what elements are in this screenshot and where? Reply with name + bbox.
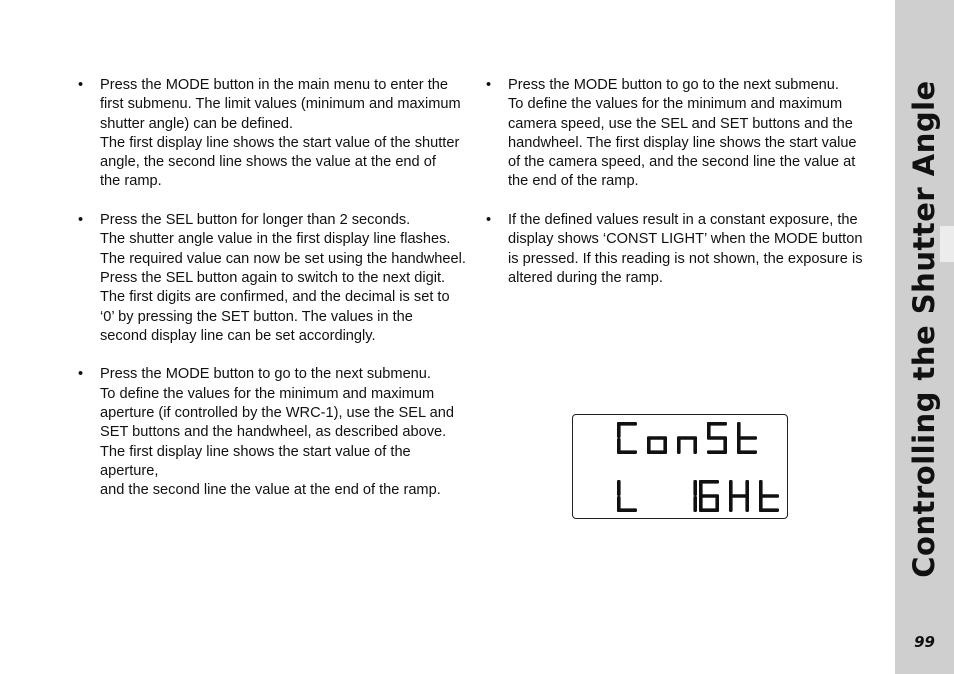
bullet-marker: • — [486, 212, 492, 229]
text-line: The first display line shows the start value of the aperture, — [100, 443, 411, 479]
text-line: of the camera speed, and the second line the value at — [508, 154, 856, 171]
lcd-character — [737, 422, 757, 454]
lcd-character — [677, 436, 697, 454]
bullet-marker: • — [78, 77, 84, 93]
text-line: To define the values for the minimum and maximum — [100, 385, 435, 402]
text-line: shutter angle) can be defined. — [100, 115, 294, 132]
text-line: and the second line the value at the end of the ramp. — [100, 482, 441, 499]
chapter-sidebar — [895, 0, 954, 674]
text-line: Press the MODE button to go to the next submenu. — [508, 77, 839, 93]
lcd-character — [729, 480, 749, 512]
lcd-character — [693, 480, 697, 512]
text-line: angle, the second line shows the value at the end of — [100, 154, 436, 171]
text-line: second display line can be set accordingly. — [100, 327, 376, 344]
text-line: Press the SEL button again to switch to the next digit. — [100, 269, 446, 286]
text-line: If the defined values result in a constant exposure, the — [508, 212, 858, 229]
lcd-character — [759, 480, 779, 512]
bullet-text — [508, 211, 882, 288]
text-line: The first digits are confirmed, and the decimal is set to — [100, 289, 450, 306]
lcd-character — [617, 480, 637, 512]
text-line: altered during the ramp. — [508, 269, 663, 286]
lcd-character — [707, 422, 727, 454]
bullet-text — [100, 211, 470, 346]
bullet-text — [100, 76, 470, 192]
text-line: The required value can now be set using the handwheel. — [100, 250, 466, 267]
bullet-text — [508, 76, 882, 192]
list-item — [78, 365, 470, 500]
text-line: ‘0’ by pressing the SET button. The values in the — [100, 308, 413, 325]
lcd-segment-readout — [573, 415, 789, 520]
right-text-column — [486, 76, 882, 308]
list-item — [486, 211, 882, 288]
chapter-tab-marker — [940, 226, 954, 262]
lcd-display — [572, 414, 788, 519]
text-line: handwheel. The first display line shows the start value — [508, 134, 857, 151]
list-item — [486, 76, 882, 192]
text-line: Press the SEL button for longer than 2 seconds. — [100, 212, 411, 229]
bullet-marker: • — [78, 212, 84, 229]
list-item — [78, 76, 470, 192]
lcd-character — [617, 422, 637, 454]
bullet-text — [100, 365, 470, 500]
text-line: SET buttons and the handwheel, as described above. — [100, 424, 447, 441]
text-line: Press the MODE button to go to the next submenu. — [100, 366, 431, 383]
text-line: first submenu. The limit values (minimum and maximum — [100, 96, 461, 113]
text-line: aperture (if controlled by the WRC-1), use the SEL and — [100, 405, 454, 422]
text-line: display shows ‘CONST LIGHT’ when the MODE button — [508, 231, 863, 248]
left-text-column — [78, 76, 470, 520]
bullet-marker: • — [486, 77, 492, 93]
text-line: camera speed, use the SEL and SET buttons and the — [508, 115, 853, 132]
lcd-character — [699, 480, 719, 512]
chapter-title: Controlling the Shutter Angle — [907, 80, 941, 578]
list-item — [78, 211, 470, 346]
text-line: the ramp. — [100, 173, 162, 190]
text-line: Press the MODE button in the main menu to enter the — [100, 77, 448, 93]
text-line: To define the values for the minimum and maximum — [508, 96, 843, 113]
text-line: The shutter angle value in the first display line flashes. — [100, 231, 451, 248]
text-line: is pressed. If this reading is not shown, the exposure is — [508, 250, 863, 267]
text-line: The first display line shows the start value of the shutter — [100, 134, 460, 151]
lcd-character — [647, 436, 667, 454]
bullet-marker: • — [78, 366, 84, 383]
text-line: the end of the ramp. — [508, 173, 639, 190]
page-number: 99 — [914, 633, 935, 651]
